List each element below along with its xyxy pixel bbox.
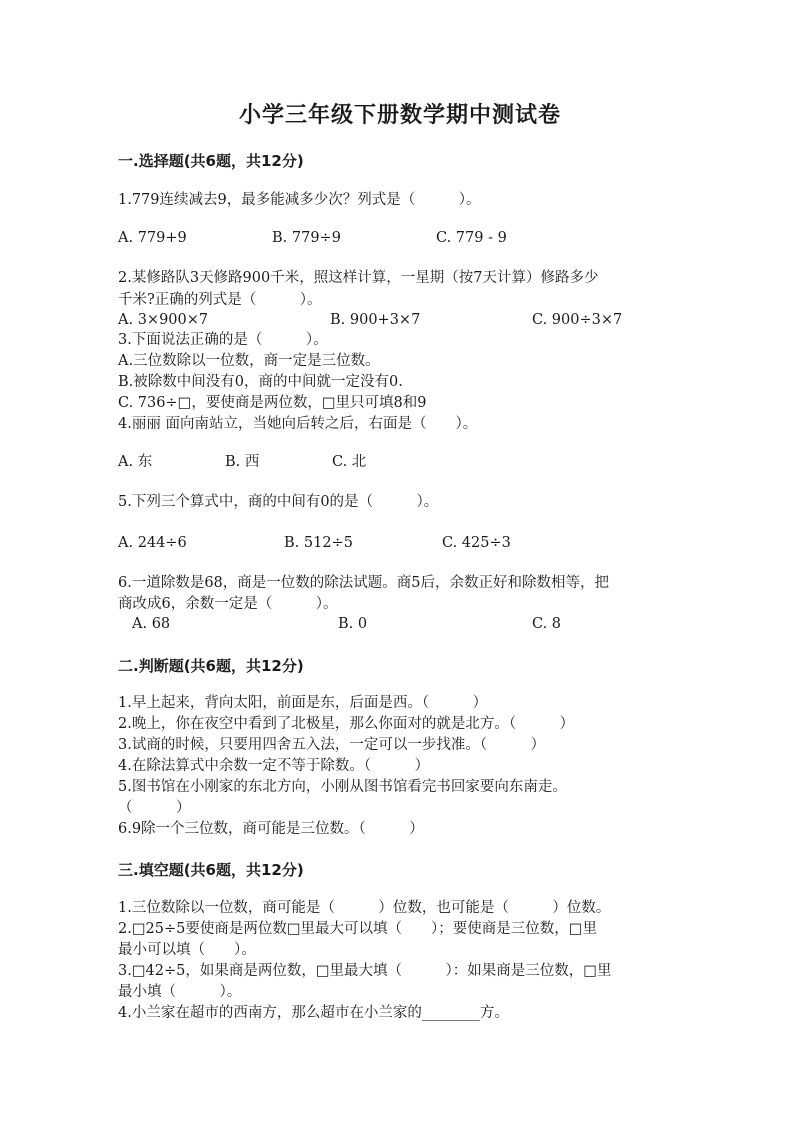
question-5: 5.下列三个算式中，商的中间有0的是（ ）。 bbox=[118, 494, 439, 510]
question-6-line-1: 6.一道除数是68，商是一位数的除法试题。商5后，余数正好和除数相等，把 bbox=[118, 575, 610, 591]
q4-option-b: B. 西 bbox=[225, 454, 260, 470]
fill-3-line-1: 3.□42÷5，如果商是两位数，□里最大填（ ）：如果商是三位数，□里 bbox=[118, 963, 612, 979]
question-2-line-2: 千米?正确的列式是（ ）。 bbox=[118, 292, 322, 308]
fill-2-line-1: 2.□25÷5要使商是两位数□里最大可以填（ ）；要使商是三位数，□里 bbox=[118, 921, 598, 937]
question-2-line-1: 2.某修路队3天修路900千米，照这样计算，一星期（按7天计算）修路多少 bbox=[118, 270, 599, 286]
judge-5-line-2: （ ） bbox=[118, 800, 191, 816]
q2-option-b: B. 900+3×7 bbox=[330, 312, 421, 328]
judge-4: 4.在除法算式中余数一定不等于除数。（ ） bbox=[118, 758, 430, 774]
q2-option-c: C. 900÷3×7 bbox=[532, 312, 623, 328]
judge-6: 6.9除一个三位数，商可能是三位数。（ ） bbox=[118, 821, 424, 837]
q1-option-b: B. 779÷9 bbox=[272, 230, 341, 246]
q1-option-a: A. 779+9 bbox=[118, 230, 187, 246]
q5-option-c: C. 425÷3 bbox=[442, 535, 511, 551]
judge-2: 2.晚上，你在夜空中看到了北极星，那么你面对的就是北方。（ ） bbox=[118, 716, 575, 732]
question-6-line-2: 商改成6，余数一定是（ ）。 bbox=[118, 596, 338, 612]
q3-option-b: B.被除数中间没有0，商的中间就一定没有0. bbox=[118, 374, 403, 390]
section-heading-choice: 一.选择题(共6题，共12分) bbox=[118, 152, 304, 170]
fill-2-line-2: 最小可以填（ ）。 bbox=[118, 942, 256, 958]
q4-option-c: C. 北 bbox=[332, 454, 367, 470]
q6-option-c: C. 8 bbox=[532, 616, 562, 632]
fill-3-line-2: 最小填（ ）。 bbox=[118, 984, 242, 1000]
q6-option-a: A. 68 bbox=[132, 616, 171, 632]
question-4: 4.丽丽 面向南站立，当她向后转之后，右面是（ ）。 bbox=[118, 416, 478, 432]
question-1: 1.779连续减去9，最多能减多少次？列式是（ ）。 bbox=[118, 192, 481, 208]
q6-option-b: B. 0 bbox=[338, 616, 368, 632]
fill-4: 4.小兰家在超市的西南方，那么超市在小兰家的________方。 bbox=[118, 1005, 509, 1021]
page-title: 小学三年级下册数学期中测试卷 bbox=[238, 102, 561, 128]
section-heading-fill: 三.填空题(共6题，共12分) bbox=[118, 861, 304, 879]
q5-option-b: B. 512÷5 bbox=[284, 535, 353, 551]
q1-option-c: C. 779 - 9 bbox=[436, 230, 507, 246]
q2-option-a: A. 3×900×7 bbox=[118, 312, 209, 328]
q4-option-a: A. 东 bbox=[118, 454, 153, 470]
judge-3: 3.试商的时候，只要用四舍五入法，一定可以一步找准。（ ） bbox=[118, 737, 546, 753]
q5-option-a: A. 244÷6 bbox=[118, 535, 187, 551]
question-3: 3.下面说法正确的是（ ）。 bbox=[118, 332, 328, 348]
section-heading-judge: 二.判断题(共6题，共12分) bbox=[118, 657, 304, 675]
q3-option-c: C. 736÷□，要使商是两位数，□里只可填8和9 bbox=[118, 395, 427, 411]
judge-5-line-1: 5.图书馆在小刚家的东北方向，小刚从图书馆看完书回家要向东南走。 bbox=[118, 779, 567, 795]
judge-1: 1.早上起来，背向太阳，前面是东，后面是西。（ ） bbox=[118, 695, 488, 711]
fill-1: 1.三位数除以一位数，商可能是（ ）位数，也可能是（ ）位数。 bbox=[118, 900, 611, 916]
q3-option-a: A.三位数除以一位数，商一定是三位数。 bbox=[118, 353, 380, 369]
